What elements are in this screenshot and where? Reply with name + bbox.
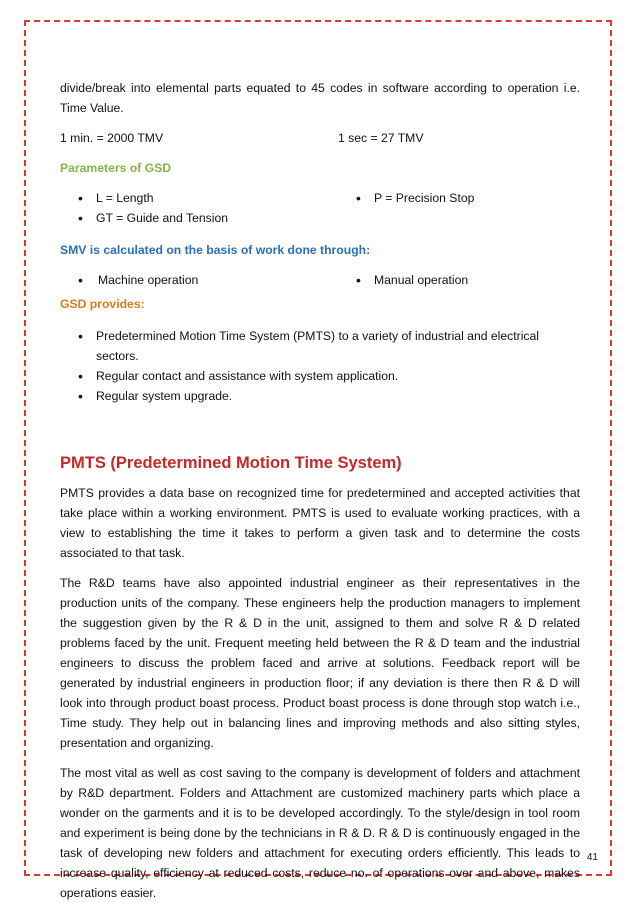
- gsd-parameters-col-2: [338, 188, 474, 228]
- gsd-provides-list: [60, 326, 580, 406]
- gsd-parameters-heading: Parameters of GSD: [60, 161, 172, 175]
- pmts-paragraph-1: PMTS provides a data base on recognized time for predetermined and accepted activities that take place within a working environment. PMTS is used to evaluate working practices, with a view to establishing the time it takes to perform a given task and to determine the costs associated to that task.: [60, 486, 580, 560]
- smv-list: [60, 270, 580, 290]
- pmts-heading: PMTS (Predetermined Motion Time System): [60, 454, 402, 472]
- list-item: • Regular contact and assistance with system application.: [60, 366, 580, 386]
- gsd-parameters-col-1: [60, 188, 338, 228]
- pmts-paragraph-3: The most vital as well as cost saving to the company is development of folders and attachment by R&D department. Folders and Attachment are customized machinery parts which place a wonder on the garments and it is to be developed accordingly. To the style/design in tool room and experiment is being done by the technicians in R & D. R & D is continuously engaged in the task of developing new folders and attachment for executing orders efficiently. This leads to increase quality, efficiency at reduced costs, reduce no. of operations over and above, makes operations easier.: [60, 766, 580, 900]
- list-item: • P = Precision Stop: [338, 188, 474, 208]
- list-item: • L = Length: [60, 188, 338, 208]
- list-item: • Machine operation: [60, 270, 338, 290]
- page-number: 41: [586, 852, 598, 863]
- intro-paragraph: divide/break into elemental parts equated to 45 codes in software according to operation i.e. Time Value.: [60, 81, 580, 115]
- pmts-paragraph-2: The R&D teams have also appointed industrial engineer as their representatives in the production units of the company. These engineers help the production managers to implement the suggestion given by the R & D in the unit, assigned to them and solve R & D related problems faced by the unit. Frequent meeting held between the R & D team and the industrial engineers to discuss the problem faced and arrive at solutions. Feedback report will be generated by industrial engineers in production floor; if any deviation is there then R & D will look into through product boast process. Product boast process is done through stop watch i.e., Time study. They help out in balancing lines and improving methods and also sitting styles, presentation and organizing.: [60, 576, 580, 750]
- conversion-minute: 1 min. = 2000 TMV: [60, 131, 164, 145]
- page-content: [60, 78, 580, 903]
- gsd-provides-heading: GSD provides:: [60, 297, 145, 311]
- conversion-row: [60, 128, 580, 148]
- conversion-second: 1 sec = 27 TMV: [338, 131, 424, 145]
- smv-heading: SMV is calculated on the basis of work done through:: [60, 243, 371, 257]
- list-item: • Regular system upgrade.: [60, 386, 580, 406]
- list-item: • Predetermined Motion Time System (PMTS) to a variety of industrial and electrical sectors.: [60, 326, 580, 366]
- list-item: • Manual operation: [338, 270, 468, 290]
- gsd-parameters-list: [60, 188, 580, 228]
- list-item: • GT = Guide and Tension: [60, 208, 338, 228]
